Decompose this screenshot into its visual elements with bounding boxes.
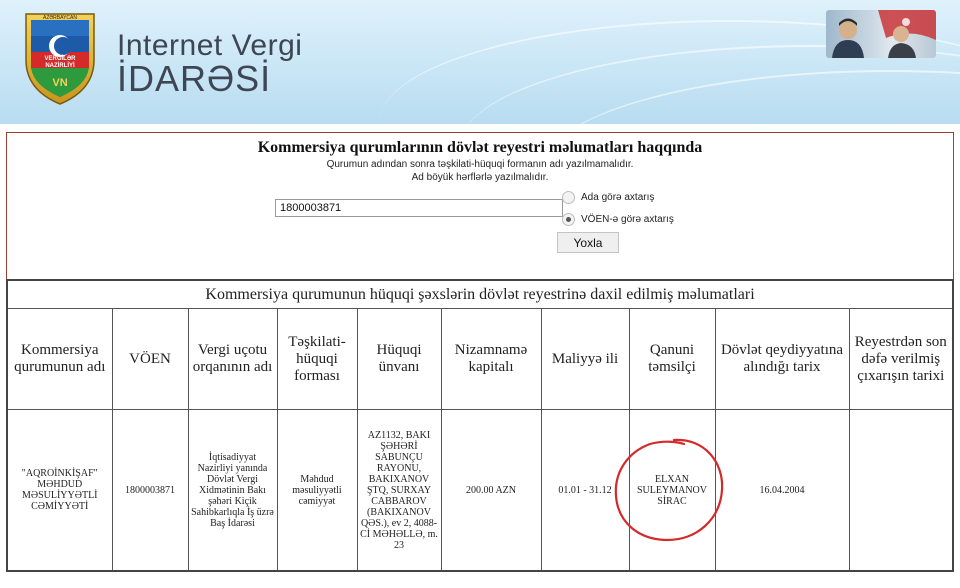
officials-photo-image <box>826 10 936 58</box>
cell-tax-office: İqtisadiyyat Nazirliyi yanında Dövlət Vergi Xidmətinin Bakı şəhəri Kiçik Sahibkarlıqla İş üzrə Baş İdarəsi <box>188 410 277 572</box>
search-hint-1: Qurumun adından sonra təşkilati-hüquqi formanın adı yazılmamalıdır. <box>326 159 634 170</box>
site-title-line1: Internet Vergi <box>117 29 303 62</box>
col-header-tax-office: Vergi uçotu orqanının adı <box>188 309 277 410</box>
emblem-top-text: AZƏRBAYCAN <box>43 15 77 21</box>
cell-capital: 200.00 AZN <box>441 410 541 572</box>
site-title <box>117 30 302 98</box>
emblem-badge: VN <box>52 77 68 89</box>
cell-address: AZ1132, BAKI ŞƏHƏRİ SABUNÇU RAYONU, BAKIXANOV ŞTQ, SURXAY CABBAROV (BAKIXANOV QƏS.), ev 2, 4088-Cİ MƏHƏLLƏ, m. 23 <box>357 410 441 572</box>
search-hint-2: Ad böyük hərflərlə yazılmalıdır. <box>411 172 549 183</box>
ministry-emblem-logo[interactable] <box>20 8 100 106</box>
radio-button-by-voen[interactable] <box>562 213 575 226</box>
search-input[interactable] <box>275 199 563 217</box>
radio-search-by-voen[interactable] <box>562 213 674 226</box>
cell-representative: ELXAN SULEYMANOV SİRAC <box>629 410 715 572</box>
search-panel <box>6 132 954 280</box>
cell-registration-date: 16.04.2004 <box>715 410 849 572</box>
radio-search-by-name[interactable] <box>562 191 654 204</box>
radio-label-by-name: Ada görə axtarış <box>581 192 655 203</box>
emblem-line1: VERGİLƏR <box>44 56 76 62</box>
col-header-registration-date: Dövlət qeydiyyatına alındığı tarix <box>715 309 849 410</box>
cell-fiscal-year: 01.01 - 31.12 <box>541 410 629 572</box>
check-button[interactable]: Yoxla <box>557 232 619 253</box>
col-header-representative: Qanuni təmsilçi <box>629 309 715 410</box>
col-header-address: Hüquqi ünvanı <box>357 309 441 410</box>
col-header-last-extract-date: Reyestrdən son dəfə verilmiş çıxarışın tarixi <box>849 309 953 410</box>
results-table <box>6 279 954 572</box>
col-header-capital: Nizamnamə kapitalı <box>441 309 541 410</box>
cell-legal-form: Məhdud məsuliyyətli cəmiyyət <box>277 410 357 572</box>
results-caption: Kommersiya qurumunun hüquqi şəxslərin dövlət reyestrinə daxil edilmiş məlumatlari <box>7 280 953 309</box>
emblem-line2: NAZİRLİYİ <box>45 63 75 69</box>
radio-label-by-voen: VÖEN-ə görə axtarış <box>581 214 674 225</box>
search-form-title: Kommersiya qurumlarının dövlət reyestri məlumatları haqqında <box>257 139 703 156</box>
officials-photo <box>826 10 936 58</box>
table-row <box>7 410 953 572</box>
radio-button-by-name[interactable] <box>562 191 575 204</box>
site-title-line2: İDARƏSİ <box>117 58 272 99</box>
cell-last-extract-date <box>849 410 953 572</box>
table-header-row <box>7 309 953 410</box>
cell-company-name: "AQROİNKİŞAF" MƏHDUD MƏSULİYYƏTLİ CƏMİYYƏTİ <box>7 410 112 572</box>
site-header <box>0 0 960 124</box>
cell-voen: 1800003871 <box>112 410 188 572</box>
col-header-voen: VÖEN <box>112 309 188 410</box>
col-header-legal-form: Təşkilati-hüquqi forması <box>277 309 357 410</box>
col-header-fiscal-year: Maliyyə ili <box>541 309 629 410</box>
col-header-name: Kommersiya qurumunun adı <box>7 309 112 410</box>
